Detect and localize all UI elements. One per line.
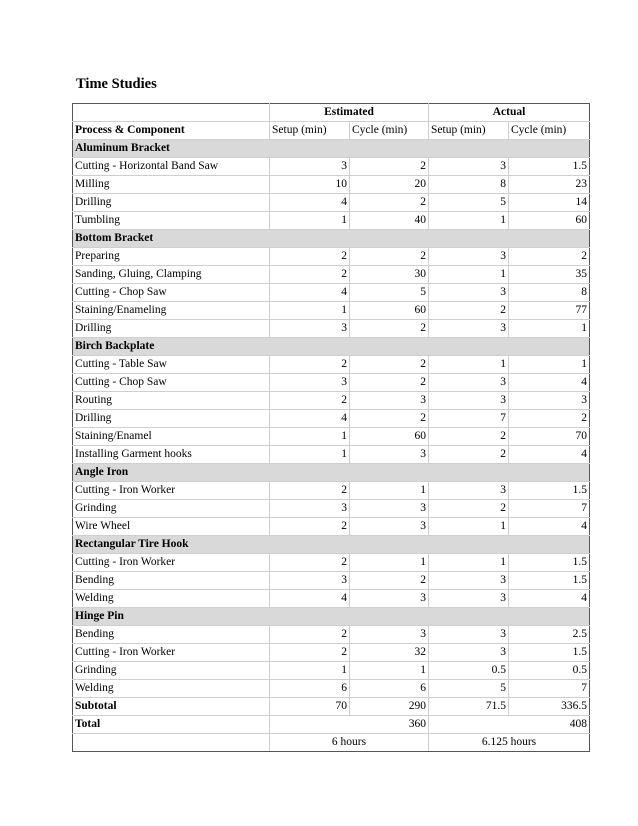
section-header-row (73, 338, 590, 356)
subtotal-est-cycle: 290 (350, 698, 429, 716)
act-cycle-cell: 4 (509, 446, 590, 464)
est-cycle-cell: 60 (350, 302, 429, 320)
column-header-act-cycle: Cycle (min) (509, 122, 590, 140)
act-setup-cell: 0.5 (429, 662, 509, 680)
act-setup-cell: 3 (429, 284, 509, 302)
table-row (73, 392, 590, 410)
process-name: Staining/Enamel (73, 428, 270, 446)
table-row (73, 428, 590, 446)
table-row (73, 482, 590, 500)
est-cycle-cell: 1 (350, 662, 429, 680)
section-header-row (73, 140, 590, 158)
table-row (73, 302, 590, 320)
hours-row (73, 734, 590, 752)
est-setup-cell: 10 (270, 176, 350, 194)
column-header-process: Process & Component (73, 122, 270, 140)
table-row (73, 644, 590, 662)
act-setup-cell: 1 (429, 212, 509, 230)
act-setup-cell: 2 (429, 428, 509, 446)
est-cycle-cell: 3 (350, 590, 429, 608)
act-cycle-cell: 1.5 (509, 158, 590, 176)
section-name: Aluminum Bracket (73, 140, 590, 158)
est-cycle-cell: 60 (350, 428, 429, 446)
act-setup-cell: 1 (429, 266, 509, 284)
est-setup-cell: 2 (270, 626, 350, 644)
act-cycle-cell: 4 (509, 374, 590, 392)
est-cycle-cell: 1 (350, 482, 429, 500)
est-cycle-cell: 6 (350, 680, 429, 698)
table-row (73, 356, 590, 374)
act-setup-cell: 3 (429, 626, 509, 644)
est-cycle-cell: 2 (350, 158, 429, 176)
act-setup-cell: 2 (429, 500, 509, 518)
table-row (73, 572, 590, 590)
table-row (73, 266, 590, 284)
table-row (73, 158, 590, 176)
process-name: Cutting - Chop Saw (73, 284, 270, 302)
total-label: Total (73, 716, 270, 734)
est-setup-cell: 4 (270, 590, 350, 608)
est-cycle-cell: 3 (350, 626, 429, 644)
table-row (73, 446, 590, 464)
act-cycle-cell: 8 (509, 284, 590, 302)
est-setup-cell: 2 (270, 392, 350, 410)
section-name: Bottom Bracket (73, 230, 590, 248)
act-setup-cell: 3 (429, 572, 509, 590)
est-cycle-cell: 2 (350, 572, 429, 590)
section-name: Angle Iron (73, 464, 590, 482)
section-header-row (73, 536, 590, 554)
process-name: Grinding (73, 500, 270, 518)
est-setup-cell: 4 (270, 410, 350, 428)
group-header-actual: Actual (429, 104, 590, 122)
subtotal-est-setup: 70 (270, 698, 350, 716)
act-setup-cell: 3 (429, 248, 509, 266)
act-setup-cell: 7 (429, 410, 509, 428)
process-name: Cutting - Table Saw (73, 356, 270, 374)
process-name: Milling (73, 176, 270, 194)
act-cycle-cell: 77 (509, 302, 590, 320)
group-header-empty (73, 104, 270, 122)
column-header-est-setup: Setup (min) (270, 122, 350, 140)
hours-empty (73, 734, 270, 752)
est-setup-cell: 1 (270, 428, 350, 446)
est-cycle-cell: 2 (350, 356, 429, 374)
table-row (73, 662, 590, 680)
est-cycle-cell: 2 (350, 320, 429, 338)
est-cycle-cell: 2 (350, 248, 429, 266)
process-name: Bending (73, 626, 270, 644)
est-setup-cell: 1 (270, 302, 350, 320)
process-name: Cutting - Iron Worker (73, 482, 270, 500)
act-setup-cell: 2 (429, 446, 509, 464)
est-setup-cell: 2 (270, 266, 350, 284)
est-cycle-cell: 30 (350, 266, 429, 284)
act-setup-cell: 3 (429, 392, 509, 410)
process-name: Cutting - Iron Worker (73, 644, 270, 662)
act-setup-cell: 5 (429, 680, 509, 698)
est-cycle-cell: 2 (350, 194, 429, 212)
est-setup-cell: 3 (270, 500, 350, 518)
act-setup-cell: 3 (429, 374, 509, 392)
process-name: Tumbling (73, 212, 270, 230)
section-name: Hinge Pin (73, 608, 590, 626)
act-cycle-cell: 7 (509, 680, 590, 698)
act-setup-cell: 1 (429, 554, 509, 572)
est-setup-cell: 3 (270, 320, 350, 338)
process-name: Cutting - Chop Saw (73, 374, 270, 392)
est-setup-cell: 6 (270, 680, 350, 698)
est-setup-cell: 2 (270, 482, 350, 500)
act-cycle-cell: 1.5 (509, 554, 590, 572)
act-setup-cell: 3 (429, 644, 509, 662)
process-name: Cutting - Horizontal Band Saw (73, 158, 270, 176)
act-cycle-cell: 1.5 (509, 644, 590, 662)
act-setup-cell: 3 (429, 320, 509, 338)
est-setup-cell: 2 (270, 248, 350, 266)
est-cycle-cell: 32 (350, 644, 429, 662)
act-cycle-cell: 1.5 (509, 572, 590, 590)
est-setup-cell: 2 (270, 554, 350, 572)
est-cycle-cell: 3 (350, 446, 429, 464)
table-row (73, 590, 590, 608)
subtotal-act-setup: 71.5 (429, 698, 509, 716)
act-setup-cell: 8 (429, 176, 509, 194)
table-row (73, 320, 590, 338)
est-setup-cell: 1 (270, 446, 350, 464)
process-name: Routing (73, 392, 270, 410)
act-cycle-cell: 4 (509, 590, 590, 608)
act-setup-cell: 1 (429, 356, 509, 374)
process-name: Cutting - Iron Worker (73, 554, 270, 572)
total-actual: 408 (429, 716, 590, 734)
act-cycle-cell: 1 (509, 320, 590, 338)
table-row (73, 284, 590, 302)
subtotal-row (73, 698, 590, 716)
table-row (73, 518, 590, 536)
est-cycle-cell: 2 (350, 374, 429, 392)
section-header-row (73, 464, 590, 482)
act-setup-cell: 5 (429, 194, 509, 212)
table-row (73, 212, 590, 230)
est-cycle-cell: 3 (350, 500, 429, 518)
act-setup-cell: 2 (429, 302, 509, 320)
process-name: Staining/Enameling (73, 302, 270, 320)
est-cycle-cell: 3 (350, 518, 429, 536)
column-header-est-cycle: Cycle (min) (350, 122, 429, 140)
act-setup-cell: 3 (429, 158, 509, 176)
act-setup-cell: 1 (429, 518, 509, 536)
est-setup-cell: 2 (270, 356, 350, 374)
group-header-row (73, 104, 590, 122)
column-header-act-setup: Setup (min) (429, 122, 509, 140)
est-cycle-cell: 3 (350, 392, 429, 410)
table-row (73, 374, 590, 392)
table-row (73, 554, 590, 572)
hours-estimated: 6 hours (270, 734, 429, 752)
table-row (73, 248, 590, 266)
est-setup-cell: 3 (270, 158, 350, 176)
section-name: Birch Backplate (73, 338, 590, 356)
section-header-row (73, 230, 590, 248)
section-header-row (73, 608, 590, 626)
table-row (73, 194, 590, 212)
column-header-row (73, 122, 590, 140)
process-name: Drilling (73, 320, 270, 338)
table-row (73, 410, 590, 428)
est-setup-cell: 1 (270, 212, 350, 230)
est-cycle-cell: 20 (350, 176, 429, 194)
act-cycle-cell: 7 (509, 500, 590, 518)
est-cycle-cell: 5 (350, 284, 429, 302)
process-name: Drilling (73, 410, 270, 428)
subtotal-label: Subtotal (73, 698, 270, 716)
est-setup-cell: 2 (270, 644, 350, 662)
est-setup-cell: 1 (270, 662, 350, 680)
process-name: Preparing (73, 248, 270, 266)
act-cycle-cell: 4 (509, 518, 590, 536)
act-cycle-cell: 0.5 (509, 662, 590, 680)
table-row (73, 500, 590, 518)
process-name: Welding (73, 590, 270, 608)
act-setup-cell: 3 (429, 590, 509, 608)
act-cycle-cell: 2 (509, 248, 590, 266)
act-cycle-cell: 70 (509, 428, 590, 446)
section-name: Rectangular Tire Hook (73, 536, 590, 554)
process-name: Grinding (73, 662, 270, 680)
act-cycle-cell: 23 (509, 176, 590, 194)
process-name: Welding (73, 680, 270, 698)
act-cycle-cell: 60 (509, 212, 590, 230)
table-row (73, 680, 590, 698)
total-row (73, 716, 590, 734)
act-cycle-cell: 35 (509, 266, 590, 284)
act-setup-cell: 3 (429, 482, 509, 500)
total-estimated: 360 (270, 716, 429, 734)
process-name: Installing Garment hooks (73, 446, 270, 464)
process-name: Sanding, Gluing, Clamping (73, 266, 270, 284)
act-cycle-cell: 3 (509, 392, 590, 410)
time-studies-table (72, 103, 590, 752)
table-row (73, 176, 590, 194)
est-setup-cell: 4 (270, 284, 350, 302)
hours-actual: 6.125 hours (429, 734, 590, 752)
est-setup-cell: 3 (270, 374, 350, 392)
page-title: Time Studies (76, 76, 157, 92)
act-cycle-cell: 1 (509, 356, 590, 374)
group-header-estimated: Estimated (270, 104, 429, 122)
est-cycle-cell: 2 (350, 410, 429, 428)
act-cycle-cell: 2 (509, 410, 590, 428)
act-cycle-cell: 14 (509, 194, 590, 212)
process-name: Drilling (73, 194, 270, 212)
subtotal-act-cycle: 336.5 (509, 698, 590, 716)
process-name: Wire Wheel (73, 518, 270, 536)
table-row (73, 626, 590, 644)
est-setup-cell: 4 (270, 194, 350, 212)
est-cycle-cell: 1 (350, 554, 429, 572)
est-cycle-cell: 40 (350, 212, 429, 230)
act-cycle-cell: 1.5 (509, 482, 590, 500)
process-name: Bending (73, 572, 270, 590)
est-setup-cell: 3 (270, 572, 350, 590)
est-setup-cell: 2 (270, 518, 350, 536)
act-cycle-cell: 2.5 (509, 626, 590, 644)
